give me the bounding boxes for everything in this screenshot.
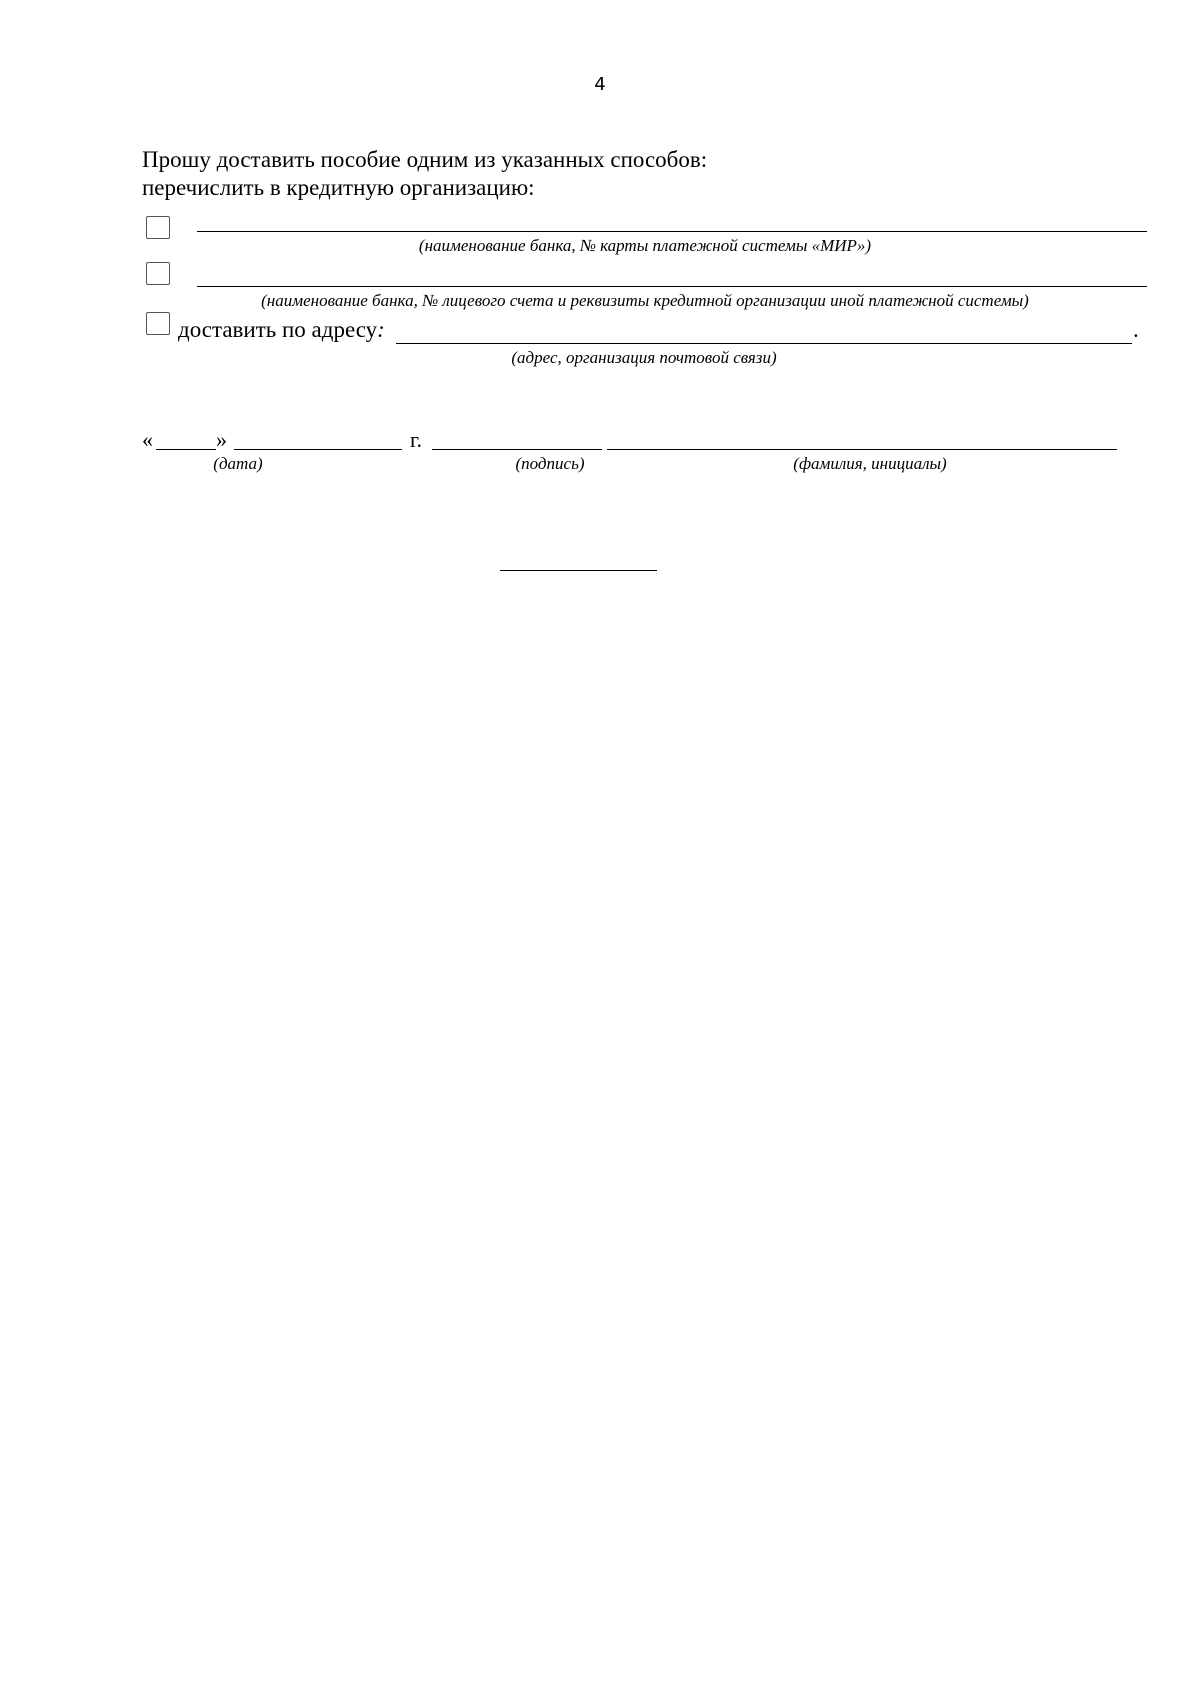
page-number: 4 bbox=[594, 74, 606, 95]
closing-separator bbox=[500, 570, 657, 571]
signature-field[interactable] bbox=[432, 449, 602, 450]
signature-caption: (подпись) bbox=[515, 454, 585, 473]
mir-card-checkbox[interactable] bbox=[146, 216, 170, 239]
date-open-quote: « bbox=[142, 427, 153, 452]
other-system-checkbox[interactable] bbox=[146, 262, 170, 285]
intro-line-1: Прошу доставить пособие одним из указанных способов: bbox=[142, 147, 708, 172]
name-field[interactable] bbox=[607, 449, 1117, 450]
address-checkbox[interactable] bbox=[146, 312, 170, 335]
mir-card-caption: (наименование банка, № карты платежной системы «МИР») bbox=[418, 236, 872, 255]
name-caption: (фамилия, инициалы) bbox=[793, 454, 947, 473]
date-month-field[interactable] bbox=[234, 449, 402, 450]
year-suffix: г. bbox=[410, 427, 423, 452]
other-system-caption: (наименование банка, № лицевого счета и реквизиты кредитной организации иной платежной системы) bbox=[261, 291, 1029, 310]
address-label: доставить по адресу: bbox=[178, 317, 385, 342]
intro-line-2: перечислить в кредитную организацию: bbox=[142, 175, 535, 200]
address-caption: (адрес, организация почтовой связи) bbox=[511, 348, 777, 367]
date-day-field[interactable] bbox=[156, 449, 216, 450]
date-caption: (дата) bbox=[213, 454, 263, 473]
mir-card-field[interactable] bbox=[197, 231, 1147, 232]
address-period: . bbox=[1133, 317, 1139, 342]
other-system-field[interactable] bbox=[197, 286, 1147, 287]
address-field[interactable] bbox=[396, 343, 1132, 344]
date-close-quote: » bbox=[216, 427, 227, 452]
